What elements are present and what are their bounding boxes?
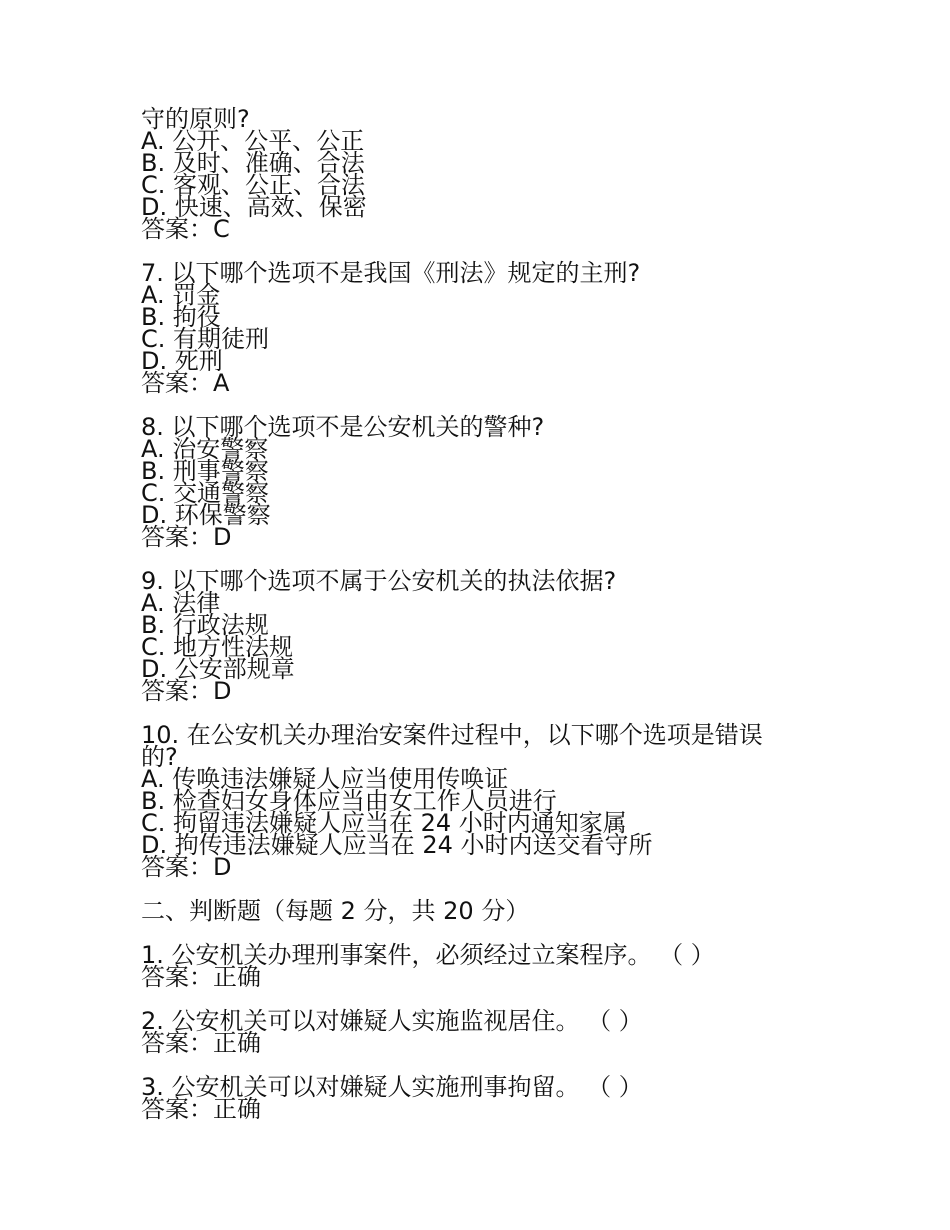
question-text: 7. 以下哪个选项不是我国《刑法》规定的主刑? <box>141 259 641 287</box>
option-a: A. 公开、公平、公正 <box>141 127 365 155</box>
answer: 答案：D <box>141 523 232 551</box>
answer: 答案：A <box>141 369 230 397</box>
section-heading: 二、判断题（每题 2 分，共 20 分） <box>141 897 530 925</box>
option-a: A. 罚金 <box>141 281 221 309</box>
option-d: D. 快速、高效、保密 <box>141 193 367 221</box>
option-d: D. 死刑 <box>141 347 223 375</box>
option-d: D. 拘传违法嫌疑人应当在 24 小时内送交看守所 <box>141 831 653 859</box>
option-c: C. 拘留违法嫌疑人应当在 24 小时内通知家属 <box>141 809 627 837</box>
option-c: C. 有期徒刑 <box>141 325 270 353</box>
option-b: B. 检查妇女身体应当由女工作人员进行 <box>141 787 557 815</box>
answer: 答案：D <box>141 853 232 881</box>
question-9 <box>141 567 791 705</box>
question-7 <box>141 259 791 397</box>
option-c: C. 地方性法规 <box>141 633 294 661</box>
option-a: A. 治安警察 <box>141 435 269 463</box>
option-c: C. 客观、公正、合法 <box>141 171 366 199</box>
option-c: C. 交通警察 <box>141 479 270 507</box>
option-b: B. 及时、准确、合法 <box>141 149 365 177</box>
answer: 答案：正确 <box>141 1095 261 1123</box>
tf-question-3 <box>141 1073 791 1123</box>
option-a: A. 法律 <box>141 589 221 617</box>
option-b: B. 行政法规 <box>141 611 269 639</box>
option-d: D. 公安部规章 <box>141 655 295 683</box>
question-text: 8. 以下哪个选项不是公安机关的警种? <box>141 413 545 441</box>
question-text: 2. 公安机关可以对嫌疑人实施监视居住。 （ ） <box>141 1007 643 1035</box>
question-6-tail <box>141 105 791 243</box>
question-text: 9. 以下哪个选项不属于公安机关的执法依据? <box>141 567 617 595</box>
answer: 答案：正确 <box>141 963 261 991</box>
option-a: A. 传唤违法嫌疑人应当使用传唤证 <box>141 765 509 793</box>
answer: 答案：D <box>141 677 232 705</box>
question-text: 10. 在公安机关办理治安案件过程中，以下哪个选项是错误的? <box>141 721 763 771</box>
tf-question-1 <box>141 941 791 991</box>
tf-question-2 <box>141 1007 791 1057</box>
answer: 答案：C <box>141 215 230 243</box>
question-text: 守的原则? <box>141 105 250 133</box>
exam-content <box>141 105 791 1123</box>
question-10 <box>141 721 791 881</box>
option-b: B. 拘役 <box>141 303 221 331</box>
question-8 <box>141 413 791 551</box>
question-text: 1. 公安机关办理刑事案件，必须经过立案程序。 （ ） <box>141 941 715 969</box>
question-text: 3. 公安机关可以对嫌疑人实施刑事拘留。 （ ） <box>141 1073 643 1101</box>
option-d: D. 环保警察 <box>141 501 271 529</box>
answer: 答案：正确 <box>141 1029 261 1057</box>
option-b: B. 刑事警察 <box>141 457 269 485</box>
